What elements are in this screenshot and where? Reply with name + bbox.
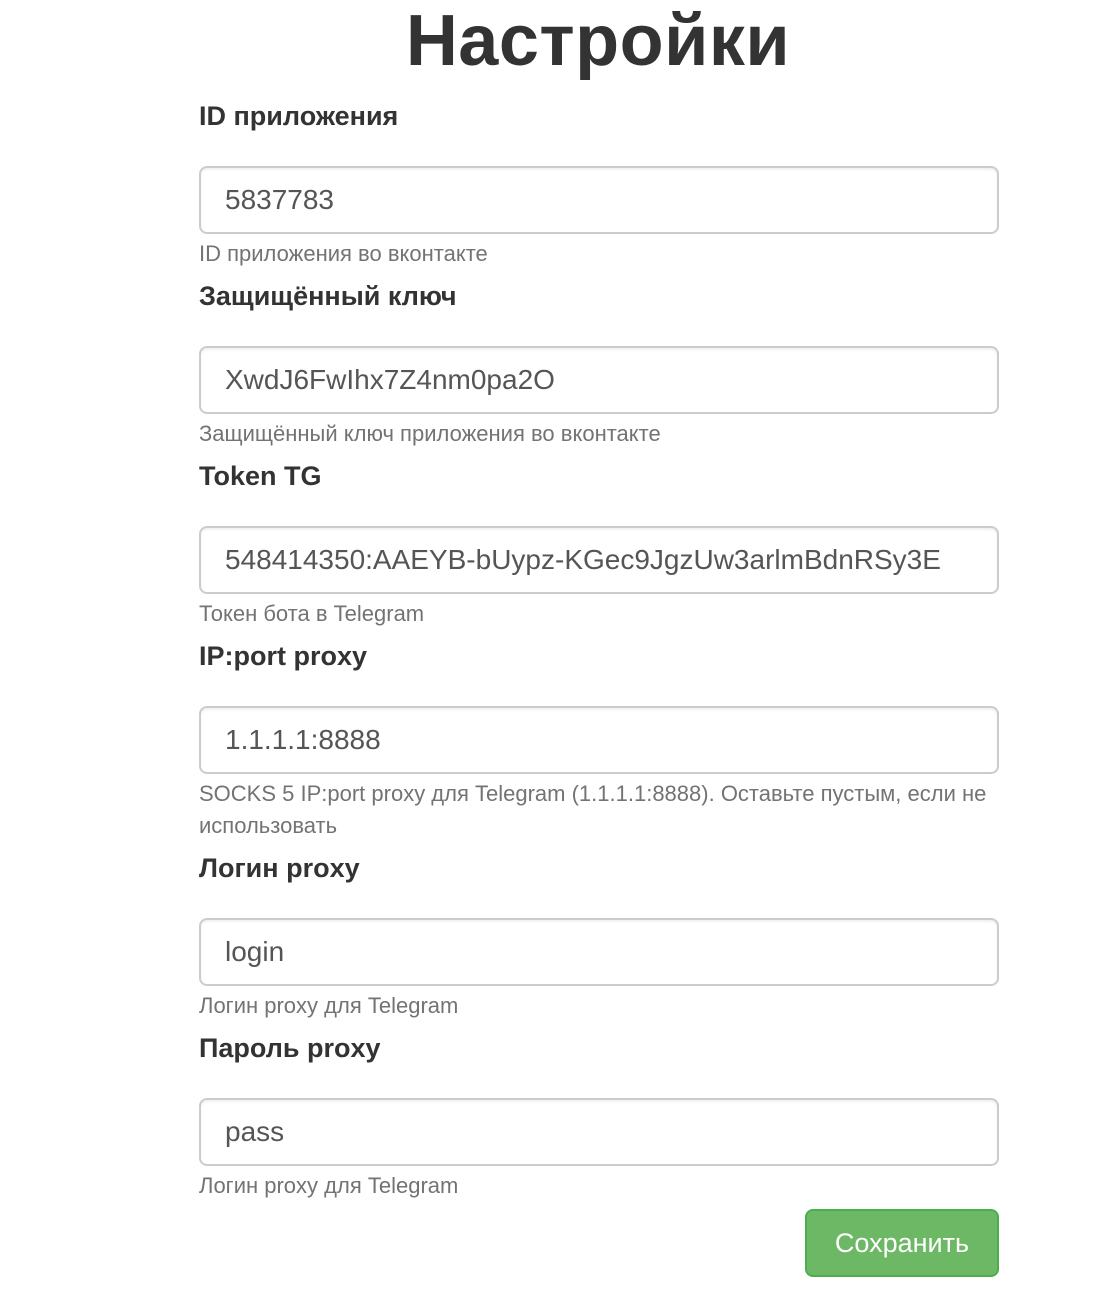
app-id-help: ID приложения во вконтакте (199, 241, 488, 266)
proxy-password-label: Пароль proxy (199, 1033, 381, 1063)
field-proxy-address (199, 638, 999, 842)
field-token-tg (199, 458, 999, 630)
page-title: Настройки (405, 1, 791, 81)
proxy-login-label: Логин proxy (199, 853, 360, 883)
secure-key-help: Защищённый ключ приложения во вконтакте (199, 421, 661, 446)
save-button[interactable]: Сохранить (805, 1209, 999, 1277)
secure-key-label: Защищённый ключ (199, 281, 457, 311)
token-tg-help: Токен бота в Telegram (199, 601, 425, 626)
field-proxy-login (199, 850, 999, 1022)
proxy-address-help: SOCKS 5 IP:port proxy для Telegram (1.1.1.1:8888). Оставьте пустым, если не использовать (199, 781, 987, 838)
token-tg-label: Token TG (199, 461, 322, 491)
proxy-login-help: Логин proxy для Telegram (199, 993, 459, 1018)
proxy-password-help: Логин proxy для Telegram (199, 1173, 459, 1198)
proxy-password-input[interactable] (199, 1098, 999, 1166)
app-id-label: ID приложения (199, 101, 399, 131)
field-proxy-password (199, 1030, 999, 1202)
secure-key-input[interactable] (199, 346, 999, 414)
proxy-login-input[interactable] (199, 918, 999, 986)
field-secure-key (199, 278, 999, 450)
token-tg-input[interactable] (199, 526, 999, 594)
proxy-address-input[interactable] (199, 706, 999, 774)
field-app-id (199, 98, 999, 270)
proxy-address-label: IP:port proxy (199, 641, 368, 671)
app-id-input[interactable] (199, 166, 999, 234)
